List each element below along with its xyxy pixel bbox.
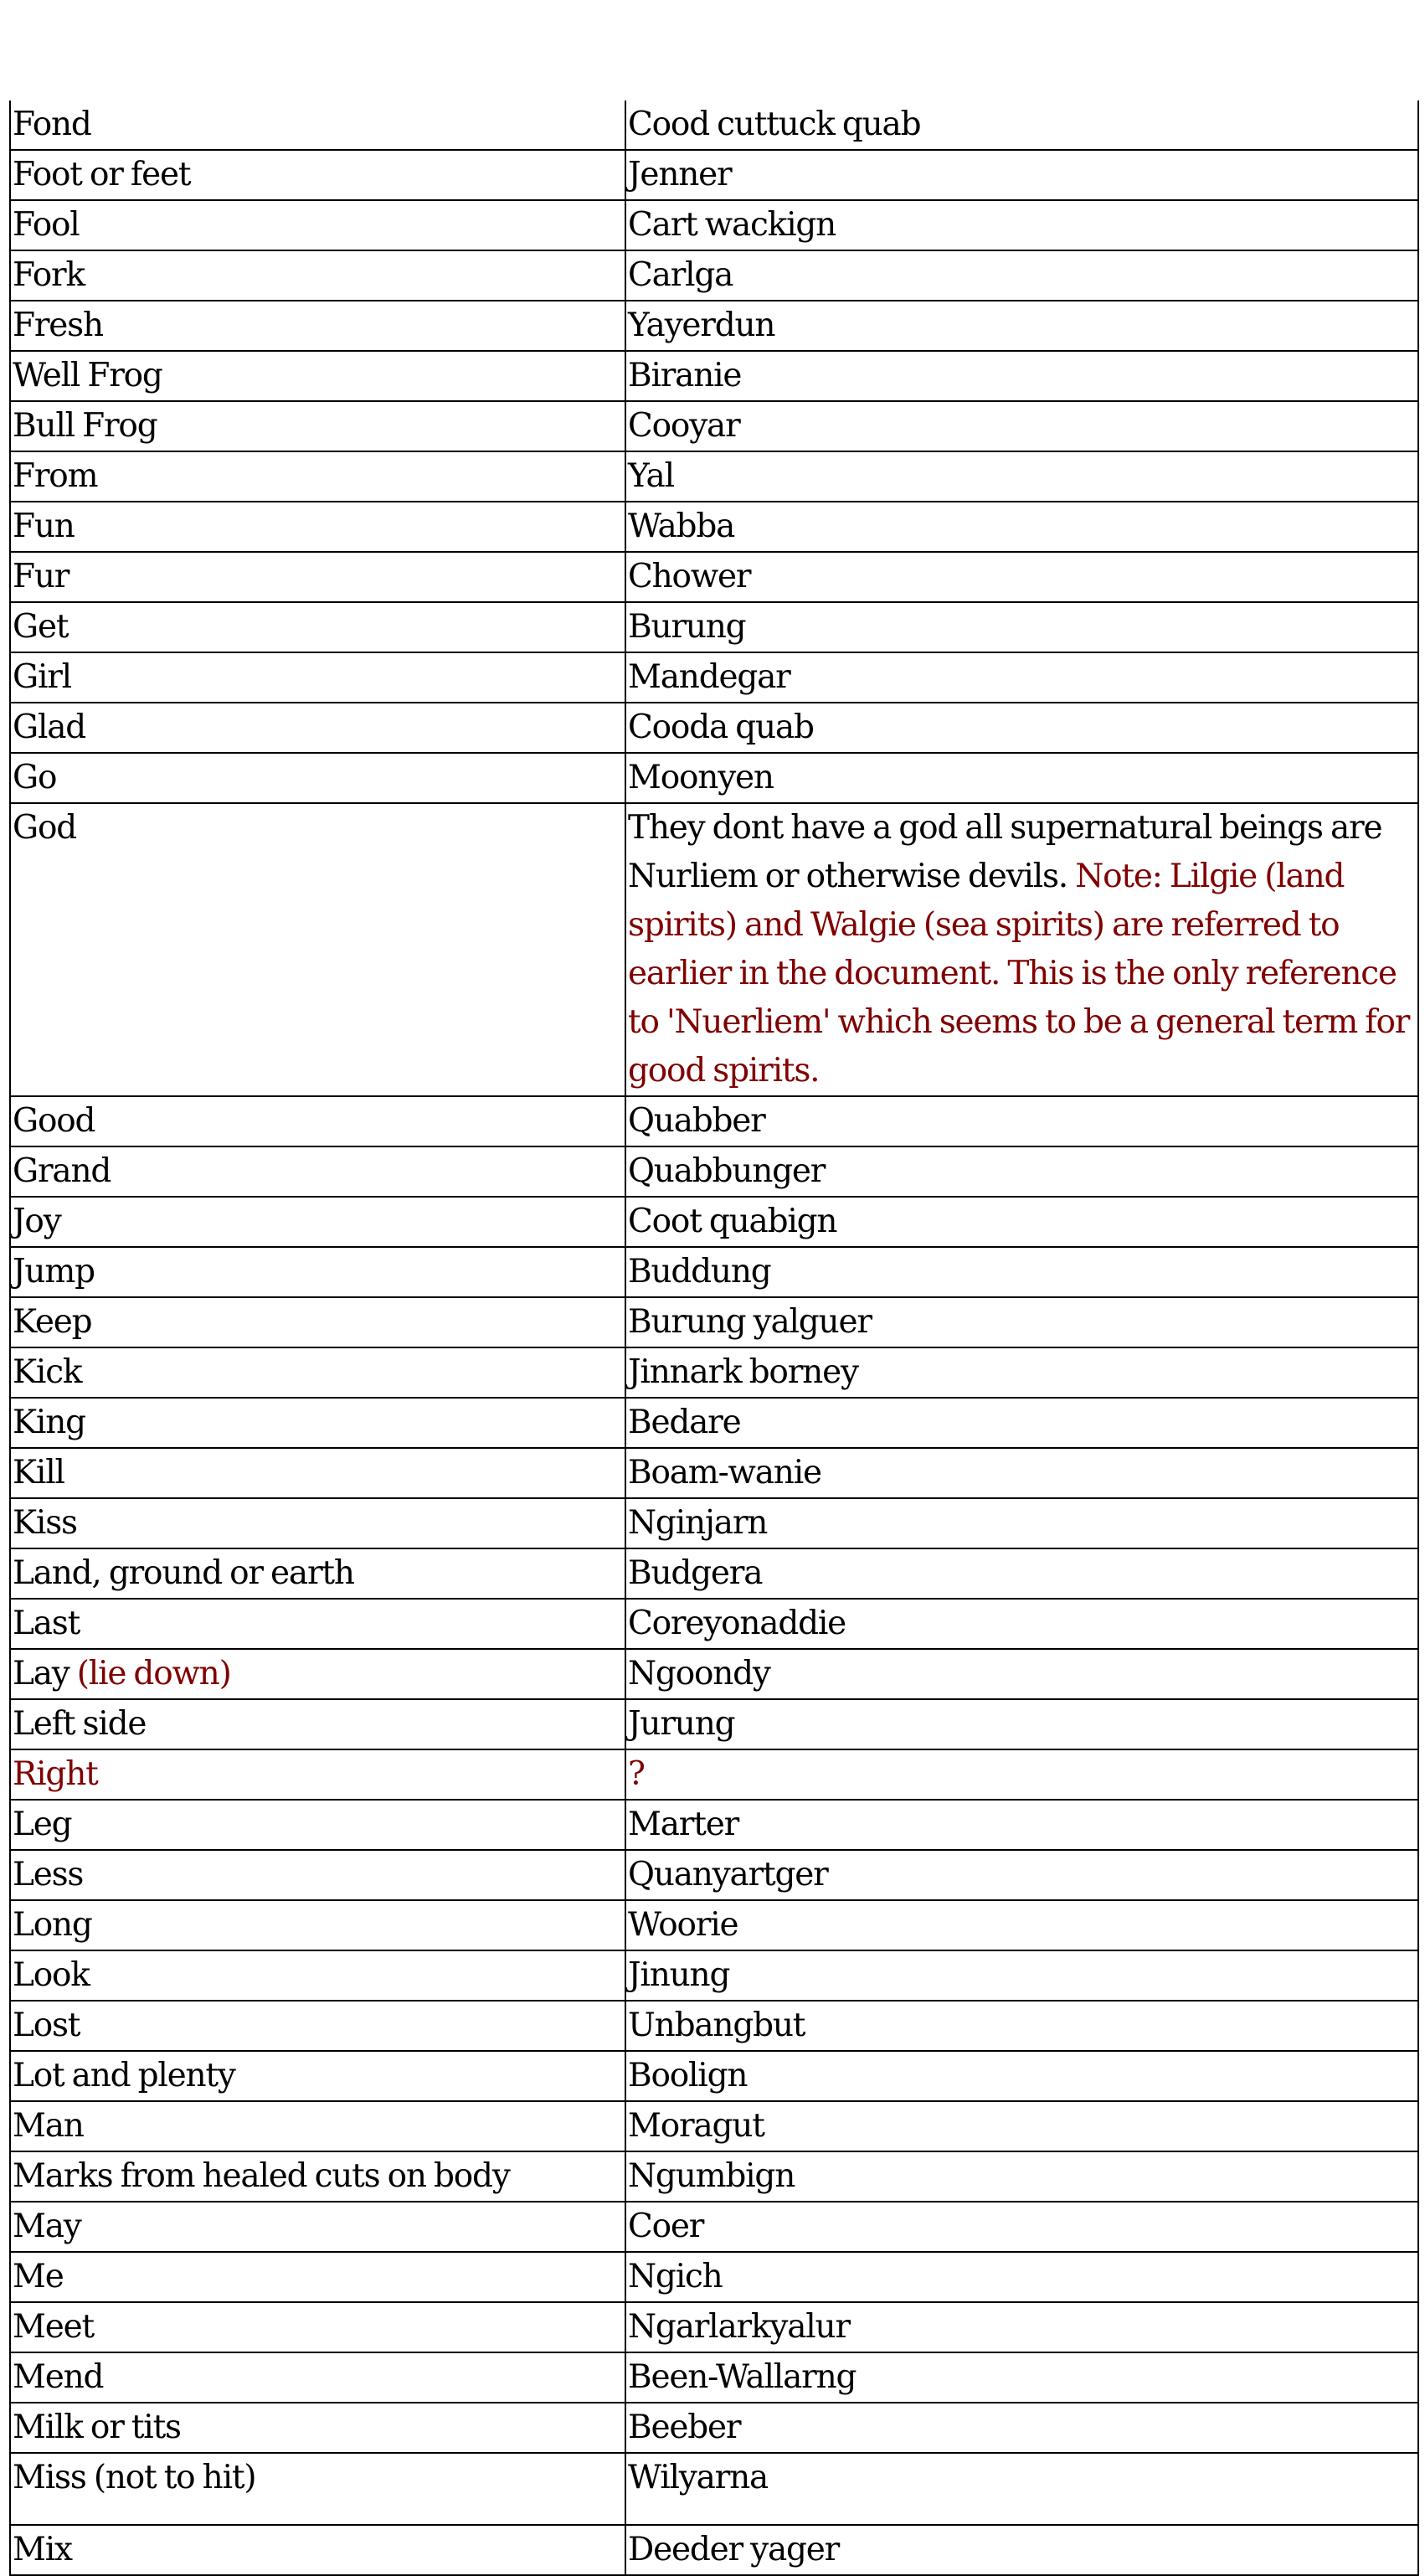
english-word-cell bbox=[10, 1800, 625, 1850]
aboriginal-word-cell bbox=[625, 150, 1418, 200]
aboriginal-word: Moragut bbox=[628, 2107, 764, 2145]
english-word: Bull Frog bbox=[13, 407, 157, 445]
aboriginal-word: Ngich bbox=[628, 2258, 723, 2295]
table-row bbox=[10, 1548, 1418, 1599]
table-row bbox=[10, 150, 1418, 200]
aboriginal-word-cell bbox=[625, 1498, 1418, 1548]
aboriginal-word-cell bbox=[625, 1800, 1418, 1850]
english-word-cell bbox=[10, 2051, 625, 2101]
aboriginal-word: Nginjarn bbox=[628, 1504, 768, 1542]
aboriginal-word-red: ? bbox=[628, 1755, 645, 1793]
aboriginal-word: Jinung bbox=[628, 1956, 730, 1994]
aboriginal-word-cell bbox=[625, 451, 1418, 502]
table-row bbox=[10, 2001, 1418, 2051]
aboriginal-word-cell bbox=[625, 1548, 1418, 1599]
english-word-cell bbox=[10, 1749, 625, 1800]
english-word: Last bbox=[13, 1605, 80, 1642]
table-row bbox=[10, 351, 1418, 401]
english-word-cell bbox=[10, 602, 625, 652]
aboriginal-word-cell bbox=[625, 1649, 1418, 1699]
aboriginal-word: Coot quabign bbox=[628, 1203, 837, 1240]
english-word-cell bbox=[10, 1096, 625, 1146]
english-word: Jump bbox=[13, 1253, 95, 1291]
aboriginal-word: Coer bbox=[628, 2208, 704, 2245]
aboriginal-word: Coreyonaddie bbox=[628, 1605, 846, 1642]
table-row bbox=[10, 1398, 1418, 1448]
aboriginal-word: Wabba bbox=[628, 507, 735, 545]
aboriginal-word-cell bbox=[625, 2202, 1418, 2252]
english-word-cell bbox=[10, 1247, 625, 1297]
aboriginal-word-cell bbox=[625, 1398, 1418, 1448]
aboriginal-word: Been-Wallarng bbox=[628, 2358, 857, 2396]
aboriginal-word-cell bbox=[625, 351, 1418, 401]
english-word-cell bbox=[10, 1900, 625, 1950]
english-word-cell bbox=[10, 552, 625, 602]
aboriginal-word: Cooyar bbox=[628, 407, 740, 445]
aboriginal-word: Yayerdun bbox=[628, 307, 775, 344]
aboriginal-word: Jurung bbox=[628, 1705, 735, 1743]
english-word-cell bbox=[10, 150, 625, 200]
aboriginal-word: Marter bbox=[628, 1806, 739, 1843]
aboriginal-word: Carlga bbox=[628, 256, 733, 294]
english-word-cell bbox=[10, 200, 625, 250]
table-row bbox=[10, 200, 1418, 250]
table-row bbox=[10, 652, 1418, 703]
table-row bbox=[10, 1498, 1418, 1548]
english-word-cell bbox=[10, 100, 625, 150]
english-word-cell bbox=[10, 1398, 625, 1448]
aboriginal-word: Burung yalguer bbox=[628, 1303, 872, 1341]
table-row bbox=[10, 1649, 1418, 1699]
table-row bbox=[10, 602, 1418, 652]
english-word: Meet bbox=[13, 2308, 94, 2346]
aboriginal-word-cell bbox=[625, 502, 1418, 552]
aboriginal-word-cell bbox=[625, 2352, 1418, 2403]
english-word: Foot or feet bbox=[13, 156, 191, 193]
english-word: Miss (not to hit) bbox=[13, 2459, 256, 2496]
english-word-cell bbox=[10, 1850, 625, 1900]
english-word-cell bbox=[10, 2302, 625, 2352]
english-word: Kick bbox=[13, 1353, 82, 1391]
aboriginal-word-cell bbox=[625, 1448, 1418, 1498]
english-word-cell bbox=[10, 1448, 625, 1498]
table-row bbox=[10, 1950, 1418, 2001]
aboriginal-word-cell bbox=[625, 1347, 1418, 1398]
aboriginal-word: Beeber bbox=[628, 2409, 741, 2446]
aboriginal-word-cell bbox=[625, 1699, 1418, 1749]
aboriginal-word: Buddung bbox=[628, 1253, 771, 1291]
english-word: Get bbox=[13, 608, 69, 646]
aboriginal-word-cell bbox=[625, 753, 1418, 803]
english-word: From bbox=[13, 457, 98, 495]
table-row bbox=[10, 2202, 1418, 2252]
english-word-cell bbox=[10, 2001, 625, 2051]
table-row bbox=[10, 1247, 1418, 1297]
english-word: Lost bbox=[13, 2007, 80, 2044]
english-word: Fun bbox=[13, 507, 75, 545]
table-row bbox=[10, 1096, 1418, 1146]
aboriginal-word-cell bbox=[625, 100, 1418, 150]
english-word-cell bbox=[10, 1950, 625, 2001]
english-word: May bbox=[13, 2208, 81, 2245]
aboriginal-word-cell bbox=[625, 1146, 1418, 1197]
aboriginal-word: Yal bbox=[628, 457, 674, 495]
english-word: Long bbox=[13, 1906, 92, 1944]
aboriginal-word-cell bbox=[625, 2151, 1418, 2202]
english-word: Mend bbox=[13, 2358, 104, 2396]
english-word: Fur bbox=[13, 558, 69, 595]
aboriginal-word: Biranie bbox=[628, 357, 742, 394]
aboriginal-word-cell bbox=[625, 2101, 1418, 2151]
table-row bbox=[10, 2051, 1418, 2101]
english-word: Leg bbox=[13, 1806, 72, 1843]
english-word: King bbox=[13, 1404, 85, 1441]
aboriginal-word-cell bbox=[625, 301, 1418, 351]
english-word: Kill bbox=[13, 1454, 64, 1492]
table-row bbox=[10, 1800, 1418, 1850]
table-row bbox=[10, 703, 1418, 753]
english-word: Man bbox=[13, 2107, 84, 2145]
english-word: Grand bbox=[13, 1152, 111, 1190]
english-word-cell bbox=[10, 1197, 625, 1247]
english-word-cell bbox=[10, 451, 625, 502]
aboriginal-word-cell bbox=[625, 2453, 1418, 2525]
table-row bbox=[10, 1347, 1418, 1398]
english-word: Look bbox=[13, 1956, 90, 1994]
table-row bbox=[10, 1297, 1418, 1347]
english-word: God bbox=[13, 809, 76, 847]
aboriginal-note: Note: Lilgie (land spirits) and Walgie (sea spirits) are referred to earlier in the document. This is the only reference to 'Nuerliem' which seems to be a general term for good spirits. bbox=[628, 858, 1410, 1090]
aboriginal-word: Budgera bbox=[628, 1554, 763, 1592]
aboriginal-word: Wilyarna bbox=[628, 2459, 769, 2496]
aboriginal-word: They dont have a god all supernatural beings are Nurliem or otherwise devils. bbox=[628, 809, 1382, 895]
table-row bbox=[10, 2252, 1418, 2302]
aboriginal-word-cell bbox=[625, 2525, 1418, 2575]
english-word: Milk or tits bbox=[13, 2409, 181, 2446]
aboriginal-word: Burung bbox=[628, 608, 746, 646]
english-word: Left side bbox=[13, 1705, 147, 1743]
table-row bbox=[10, 2302, 1418, 2352]
english-word: Joy bbox=[13, 1203, 61, 1240]
aboriginal-word-cell bbox=[625, 2051, 1418, 2101]
english-word-cell bbox=[10, 301, 625, 351]
english-word-cell bbox=[10, 1649, 625, 1699]
table-row bbox=[10, 250, 1418, 301]
aboriginal-word-cell bbox=[625, 1297, 1418, 1347]
english-word-cell bbox=[10, 2453, 625, 2525]
aboriginal-word-cell bbox=[625, 2001, 1418, 2051]
english-word: Fond bbox=[13, 106, 91, 143]
english-word-cell bbox=[10, 1347, 625, 1398]
aboriginal-word: Quabbunger bbox=[628, 1152, 826, 1190]
aboriginal-word-cell bbox=[625, 2403, 1418, 2453]
aboriginal-word-cell bbox=[625, 401, 1418, 451]
english-word: Land, ground or earth bbox=[13, 1554, 354, 1592]
aboriginal-word-cell bbox=[625, 2302, 1418, 2352]
aboriginal-word: Quanyartger bbox=[628, 1856, 828, 1893]
english-word: Lay bbox=[13, 1655, 69, 1692]
table-row bbox=[10, 1448, 1418, 1498]
table-row bbox=[10, 1699, 1418, 1749]
table-row bbox=[10, 502, 1418, 552]
table-row bbox=[10, 803, 1418, 1096]
aboriginal-word: Deeder yager bbox=[628, 2531, 840, 2568]
table-row bbox=[10, 2101, 1418, 2151]
aboriginal-word-cell bbox=[625, 1247, 1418, 1297]
english-word-cell bbox=[10, 250, 625, 301]
aboriginal-word-cell bbox=[625, 602, 1418, 652]
table-row bbox=[10, 1146, 1418, 1197]
english-word-cell bbox=[10, 2151, 625, 2202]
english-word-cell bbox=[10, 2352, 625, 2403]
aboriginal-word-cell bbox=[625, 1900, 1418, 1950]
english-word: Less bbox=[13, 1856, 84, 1893]
english-word-cell bbox=[10, 652, 625, 703]
english-word: Good bbox=[13, 1102, 95, 1140]
aboriginal-word: Quabber bbox=[628, 1102, 765, 1140]
english-word: Well Frog bbox=[13, 357, 162, 394]
table-row bbox=[10, 1749, 1418, 1800]
table-row bbox=[10, 301, 1418, 351]
aboriginal-word: Jenner bbox=[628, 156, 732, 193]
english-word: Lot and plenty bbox=[13, 2057, 235, 2094]
english-word-cell bbox=[10, 2525, 625, 2575]
vocabulary-table bbox=[9, 100, 1419, 2576]
english-word: Marks from healed cuts on body bbox=[13, 2157, 510, 2195]
english-word-cell bbox=[10, 2202, 625, 2252]
english-word-cell bbox=[10, 1297, 625, 1347]
english-word-cell bbox=[10, 1146, 625, 1197]
aboriginal-word-cell bbox=[625, 250, 1418, 301]
english-word-cell bbox=[10, 803, 625, 1096]
english-word: Me bbox=[13, 2258, 64, 2295]
english-word: Fresh bbox=[13, 307, 103, 344]
english-word-cell bbox=[10, 502, 625, 552]
table-row bbox=[10, 1850, 1418, 1900]
aboriginal-word: Unbangbut bbox=[628, 2007, 805, 2044]
english-word-cell bbox=[10, 1548, 625, 1599]
english-word-cell bbox=[10, 753, 625, 803]
vocabulary-table-body bbox=[10, 100, 1418, 2575]
aboriginal-word-cell bbox=[625, 1950, 1418, 2001]
english-word: Keep bbox=[13, 1303, 92, 1341]
english-word-cell bbox=[10, 1599, 625, 1649]
aboriginal-word: Woorie bbox=[628, 1906, 738, 1944]
english-note: (lie down) bbox=[69, 1655, 231, 1692]
table-row bbox=[10, 2151, 1418, 2202]
aboriginal-word-cell bbox=[625, 1096, 1418, 1146]
english-word-cell bbox=[10, 2101, 625, 2151]
aboriginal-word: Chower bbox=[628, 558, 751, 595]
english-word-cell bbox=[10, 1699, 625, 1749]
aboriginal-word: Bedare bbox=[628, 1404, 741, 1441]
table-row bbox=[10, 2525, 1418, 2575]
english-word: Go bbox=[13, 759, 57, 796]
aboriginal-word: Cood cuttuck quab bbox=[628, 106, 921, 143]
aboriginal-word: Ngarlarkyalur bbox=[628, 2308, 850, 2346]
english-word-cell bbox=[10, 703, 625, 753]
aboriginal-word-cell bbox=[625, 652, 1418, 703]
english-word-cell bbox=[10, 2252, 625, 2302]
english-word-cell bbox=[10, 2403, 625, 2453]
english-word-cell bbox=[10, 401, 625, 451]
table-row bbox=[10, 1197, 1418, 1247]
aboriginal-word: Jinnark borney bbox=[628, 1353, 858, 1391]
table-row bbox=[10, 552, 1418, 602]
aboriginal-word-cell bbox=[625, 1197, 1418, 1247]
aboriginal-word: Mandegar bbox=[628, 658, 790, 696]
table-row bbox=[10, 451, 1418, 502]
english-word: Fool bbox=[13, 206, 80, 244]
english-word-cell bbox=[10, 351, 625, 401]
aboriginal-word: Moonyen bbox=[628, 759, 774, 796]
aboriginal-word: Ngoondy bbox=[628, 1655, 770, 1692]
english-word: Kiss bbox=[13, 1504, 77, 1542]
english-word: Mix bbox=[13, 2531, 72, 2568]
table-row bbox=[10, 401, 1418, 451]
aboriginal-word: Cart wackign bbox=[628, 206, 836, 244]
aboriginal-word-cell bbox=[625, 2252, 1418, 2302]
english-word: Fork bbox=[13, 256, 85, 294]
aboriginal-word-cell bbox=[625, 1850, 1418, 1900]
aboriginal-word-cell bbox=[625, 1749, 1418, 1800]
english-word: Glad bbox=[13, 708, 86, 746]
table-row bbox=[10, 2453, 1418, 2525]
english-word-red: Right bbox=[13, 1755, 98, 1793]
table-row bbox=[10, 1599, 1418, 1649]
table-row bbox=[10, 100, 1418, 150]
english-word: Girl bbox=[13, 658, 71, 696]
aboriginal-word: Ngumbign bbox=[628, 2157, 795, 2195]
aboriginal-word-cell bbox=[625, 552, 1418, 602]
aboriginal-word-cell bbox=[625, 803, 1418, 1096]
aboriginal-word: Boam-wanie bbox=[628, 1454, 821, 1492]
document-page bbox=[9, 100, 1414, 2576]
table-row bbox=[10, 2352, 1418, 2403]
aboriginal-word: Cooda quab bbox=[628, 708, 814, 746]
aboriginal-word-cell bbox=[625, 200, 1418, 250]
table-row bbox=[10, 2403, 1418, 2453]
table-row bbox=[10, 1900, 1418, 1950]
aboriginal-word-cell bbox=[625, 703, 1418, 753]
aboriginal-word: Boolign bbox=[628, 2057, 748, 2094]
table-row bbox=[10, 753, 1418, 803]
english-word-cell bbox=[10, 1498, 625, 1548]
aboriginal-word-cell bbox=[625, 1599, 1418, 1649]
